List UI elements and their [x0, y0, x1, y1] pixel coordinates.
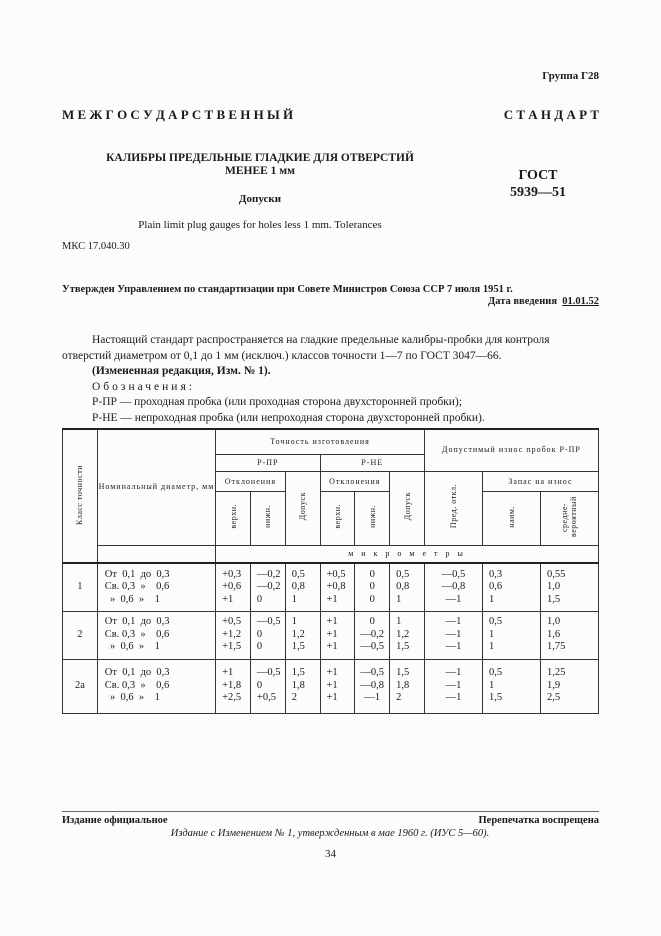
- cell-diameter: От 0,1 до 0,3 Св. 0,3 » 0,6 » 0,6 » 1: [97, 563, 215, 611]
- revision-note: (Измененная редакция, Изм. № 1).: [92, 365, 271, 377]
- cell-pr-upper: +1 +1,8 +2,5: [216, 659, 251, 713]
- cell-pr-upper: +0,5 +1,2 +1,5: [216, 611, 251, 659]
- cell-limit-deviation: —1 —1 —1: [424, 611, 482, 659]
- document-title: [100, 152, 420, 178]
- introduction-date-label: Дата введения: [488, 296, 557, 307]
- cell-class: 2: [63, 611, 98, 659]
- interstate-word: М Е Ж Г О С У Д А Р С Т В Е Н Н Ы Й: [62, 107, 294, 122]
- edition-note: Издание с Изменением № 1, утвержденным в мае 1960 г. (ИУС 5—60).: [170, 828, 490, 839]
- cell-ne-upper: +1 +1 +1: [320, 659, 355, 713]
- interstate-standard-heading: [62, 107, 599, 123]
- document-subtitle: Допуски: [238, 193, 282, 205]
- cell-ne-lower: —0,5 —0,8 —1: [355, 659, 390, 713]
- cell-ne-tolerance: 1 1,2 1,5: [390, 611, 425, 659]
- header-ne-deviations: Отклонения: [320, 471, 390, 491]
- header-pr: Р-ПР: [216, 454, 320, 471]
- approval-statement: Утвержден Управлением по стандартизации при Совете Министров Союза ССР 7 июля 1951 г.: [62, 284, 513, 295]
- cell-pr-tolerance: 0,5 0,8 1: [285, 563, 320, 611]
- tolerance-table: [62, 428, 599, 714]
- cell-class: 1: [63, 563, 98, 611]
- cell-pr-tolerance: 1 1,2 1,5: [285, 611, 320, 659]
- cell-limit-deviation: —0,5 —0,8 —1: [424, 563, 482, 611]
- header-class: Класс точности: [63, 429, 98, 563]
- header-pr-deviations: Отклонения: [216, 471, 286, 491]
- gost-number: [508, 167, 568, 201]
- introduction-date-value: 01.01.52: [562, 296, 599, 307]
- cell-avg: 1,0 1,6 1,75: [540, 611, 598, 659]
- reprint-prohibited: Перепечатка воспрещена: [478, 815, 599, 826]
- table-row: [63, 659, 599, 713]
- standard-word: С Т А Н Д А Р Т: [503, 107, 599, 122]
- header-diameter: Номинальный диаметр, мм: [97, 429, 215, 545]
- cell-pr-upper: +0,3 +0,6 +1: [216, 563, 251, 611]
- header-pr-lower: нижн.: [250, 491, 285, 545]
- cell-diameter: От 0,1 до 0,3 Св. 0,3 » 0,6 » 0,6 » 1: [97, 611, 215, 659]
- english-title: Plain limit plug gauges for holes less 1 mm. Tolerances: [138, 219, 382, 231]
- header-ne: Р-НЕ: [320, 454, 424, 471]
- header-wear-reserve: Запас на износ: [482, 471, 598, 491]
- cell-avg: 0,55 1,0 1,5: [540, 563, 598, 611]
- gost-label: ГОСТ: [518, 168, 558, 183]
- footer-rule: [62, 811, 599, 812]
- cell-avg: 1,25 1,9 2,5: [540, 659, 598, 713]
- official-edition: Издание официальное: [62, 815, 168, 826]
- group-label: Группа Г28: [542, 70, 599, 82]
- cell-class: 2а: [63, 659, 98, 713]
- cell-min: 0,3 0,6 1: [482, 563, 540, 611]
- cell-min: 0,5 1 1: [482, 611, 540, 659]
- header-min: наим.: [482, 491, 540, 545]
- header-ne-upper: верхн.: [320, 491, 355, 545]
- header-pr-upper: верхн.: [216, 491, 251, 545]
- mks-code: МКС 17.040.30: [62, 241, 130, 252]
- gost-code: 5939—51: [510, 185, 566, 200]
- cell-limit-deviation: —1 —1 —1: [424, 659, 482, 713]
- cell-min: 0,5 1 1,5: [482, 659, 540, 713]
- header-accuracy: Точность изготовления: [216, 429, 425, 454]
- cell-pr-tolerance: 1,5 1,8 2: [285, 659, 320, 713]
- cell-pr-lower: —0,5 0 +0,5: [250, 659, 285, 713]
- table-row: [63, 563, 599, 611]
- scope-paragraph: Настоящий стандарт распространяется на гладкие предельные калибры-пробки для контроля отверстий диаметром от 0,1 до 1 мм (исключ.) классов точности 1—7 по ГОСТ 3047—66.: [62, 334, 550, 362]
- cell-ne-tolerance: 1,5 1,8 2: [390, 659, 425, 713]
- cell-pr-lower: —0,2 —0,2 0: [250, 563, 285, 611]
- cell-ne-upper: +1 +1 +1: [320, 611, 355, 659]
- body-text: [62, 333, 599, 426]
- cell-pr-lower: —0,5 0 0: [250, 611, 285, 659]
- header-pr-tolerance: Допуск: [285, 471, 320, 545]
- designations-heading: Обозначения:: [92, 380, 195, 393]
- header-avg: средне-вероятный: [540, 491, 598, 545]
- title-line-1: КАЛИБРЫ ПРЕДЕЛЬНЫЕ ГЛАДКИЕ ДЛЯ ОТВЕРСТИЙ: [106, 152, 414, 164]
- cell-diameter: От 0,1 до 0,3 Св. 0,3 » 0,6 » 0,6 » 1: [97, 659, 215, 713]
- header-ne-lower: нижн.: [355, 491, 390, 545]
- cell-ne-lower: 0 0 0: [355, 563, 390, 611]
- table-row: [63, 611, 599, 659]
- header-diameter-blank: [97, 545, 215, 563]
- header-ne-tolerance: Допуск: [390, 471, 425, 545]
- cell-ne-lower: 0 —0,2 —0,5: [355, 611, 390, 659]
- header-micrometers: м и к р о м е т р ы: [216, 545, 599, 563]
- cell-ne-upper: +0,5 +0,8 +1: [320, 563, 355, 611]
- definition-pr: Р-ПР — проходная пробка (или проходная сторона двухсторонней пробки);: [92, 396, 462, 408]
- page-number: 34: [325, 848, 336, 860]
- title-line-2: МЕНЕЕ 1 мм: [225, 165, 295, 177]
- header-wear: Допустимый износ пробок Р-ПР: [424, 429, 598, 471]
- introduction-date: [488, 296, 599, 307]
- header-limit-deviation: Пред. откл.: [424, 471, 482, 545]
- definition-ne: Р-НЕ — непроходная пробка (или непроходная сторона двухсторонней пробки).: [92, 411, 485, 424]
- cell-ne-tolerance: 0,5 0,8 1: [390, 563, 425, 611]
